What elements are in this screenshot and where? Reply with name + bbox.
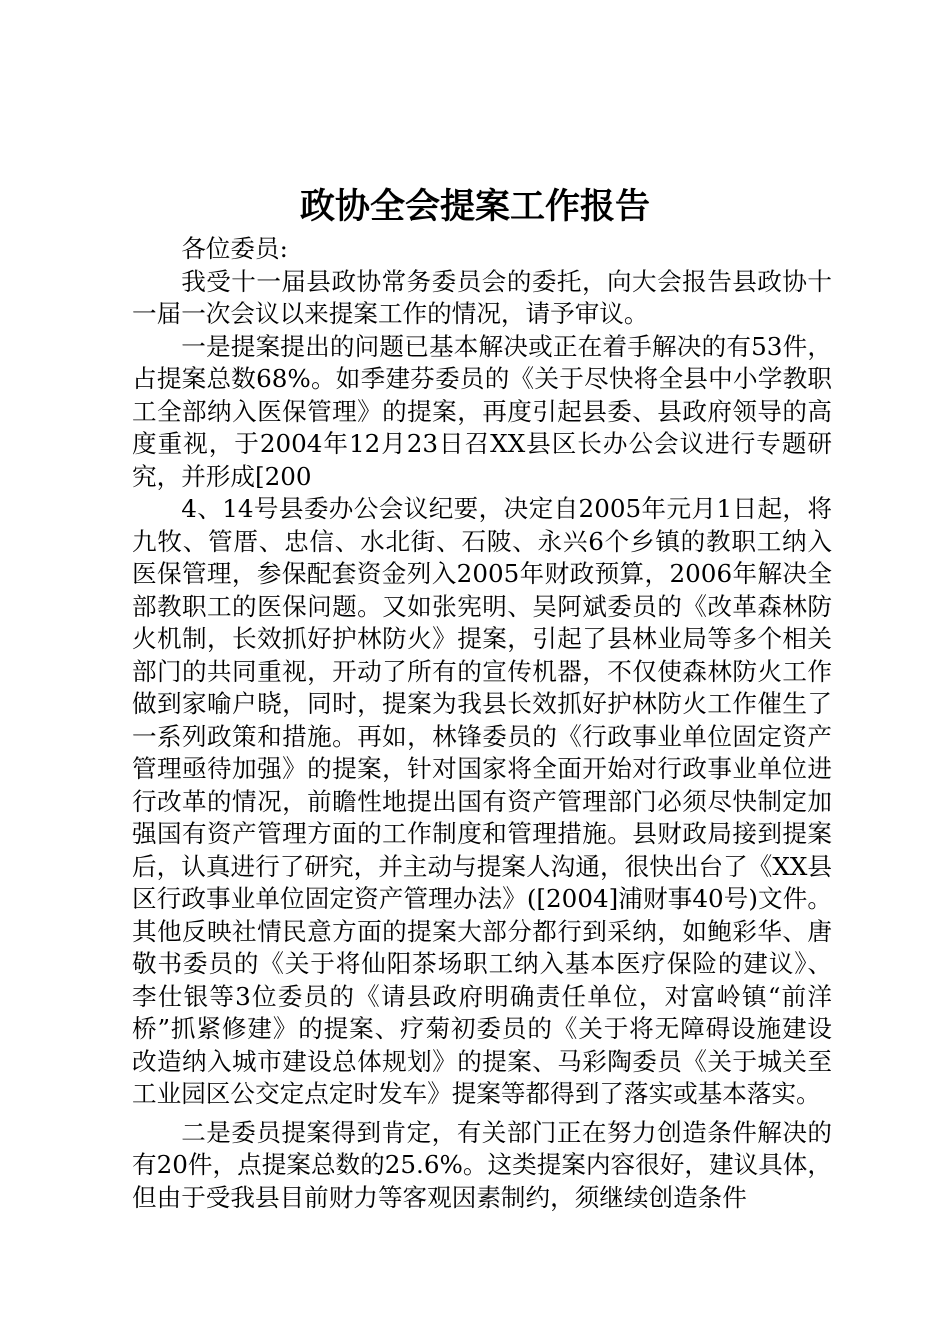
document-title: 政协全会提案工作报告 [299, 186, 650, 227]
paragraph-point-one: 一是提案提出的问题已基本解决或正在着手解决的有53件，占提案总数68%。如季建芬委员的《关于尽快将全县中小学教职工全部纳入医保管理》的提案，再度引起县委、县政府领导的高度重视，于2004年12月23日召XX县区长办公会议进行专题研究，并形成[200 [132, 331, 832, 491]
document-body [132, 233, 832, 1214]
paragraph-point-two: 二是委员提案得到肯定，有关部门正在努力创造条件解决的有20件，点提案总数的25.6%。这类提案内容很好，建议具体，但由于受我县目前财力等客观因素制约，须继续创造条件 [132, 1117, 832, 1212]
paragraph-intro: 我受十一届县政协常务委员会的委托，向大会报告县政协十一届一次会议以来提案工作的情况，请予审议。 [132, 266, 832, 328]
salutation: 各位委员: [181, 234, 288, 263]
paragraph-point-one-continued: 4、14号县委办公会议纪要，决定自2005年元月1日起，将九牧、管厝、忠信、水北街、石陂、永兴6个乡镇的教职工纳入医保管理，参保配套资金列入2005年财政预算，2006年解决全部教职工的医保问题。又如张宪明、吴阿斌委员的《改革森林防火机制，长效抓好护林防火》提案，引起了县林业局等多个相关部门的共同重视，开动了所有的宣传机器，不仅使森林防火工作做到家喻户晓，同时，提案为我县长效抓好护林防火工作催生了一系列政策和措施。再如，林锋委员的《行政事业单位固定资产管理亟待加强》的提案，针对国家将全面开始对行政事业单位进行改革的情况，前瞻性地提出国有资产管理部门必须尽快制定加强国有资产管理方面的工作制度和管理措施。县财政局接到提案后，认真进行了研究，并主动与提案人沟通，很快出台了《XX县区行政事业单位固定资产管理办法》([2004]浦财事40号)文件。其他反映社情民意方面的提案大部分都行到采纳，如鲍彩华、唐敬书委员的《关于将仙阳茶场职工纳入基本医疗保险的建议》、李仕银等3位委员的《请县政府明确责任单位，对富岭镇“前洋桥”抓紧修建》的提案、疗菊初委员的《关于将无障碍设施建设改造纳入城市建设总体规划》的提案、马彩陶委员《关于城关至工业园区公交定点定时发车》提案等都得到了落实或基本落实。 [132, 494, 832, 1108]
